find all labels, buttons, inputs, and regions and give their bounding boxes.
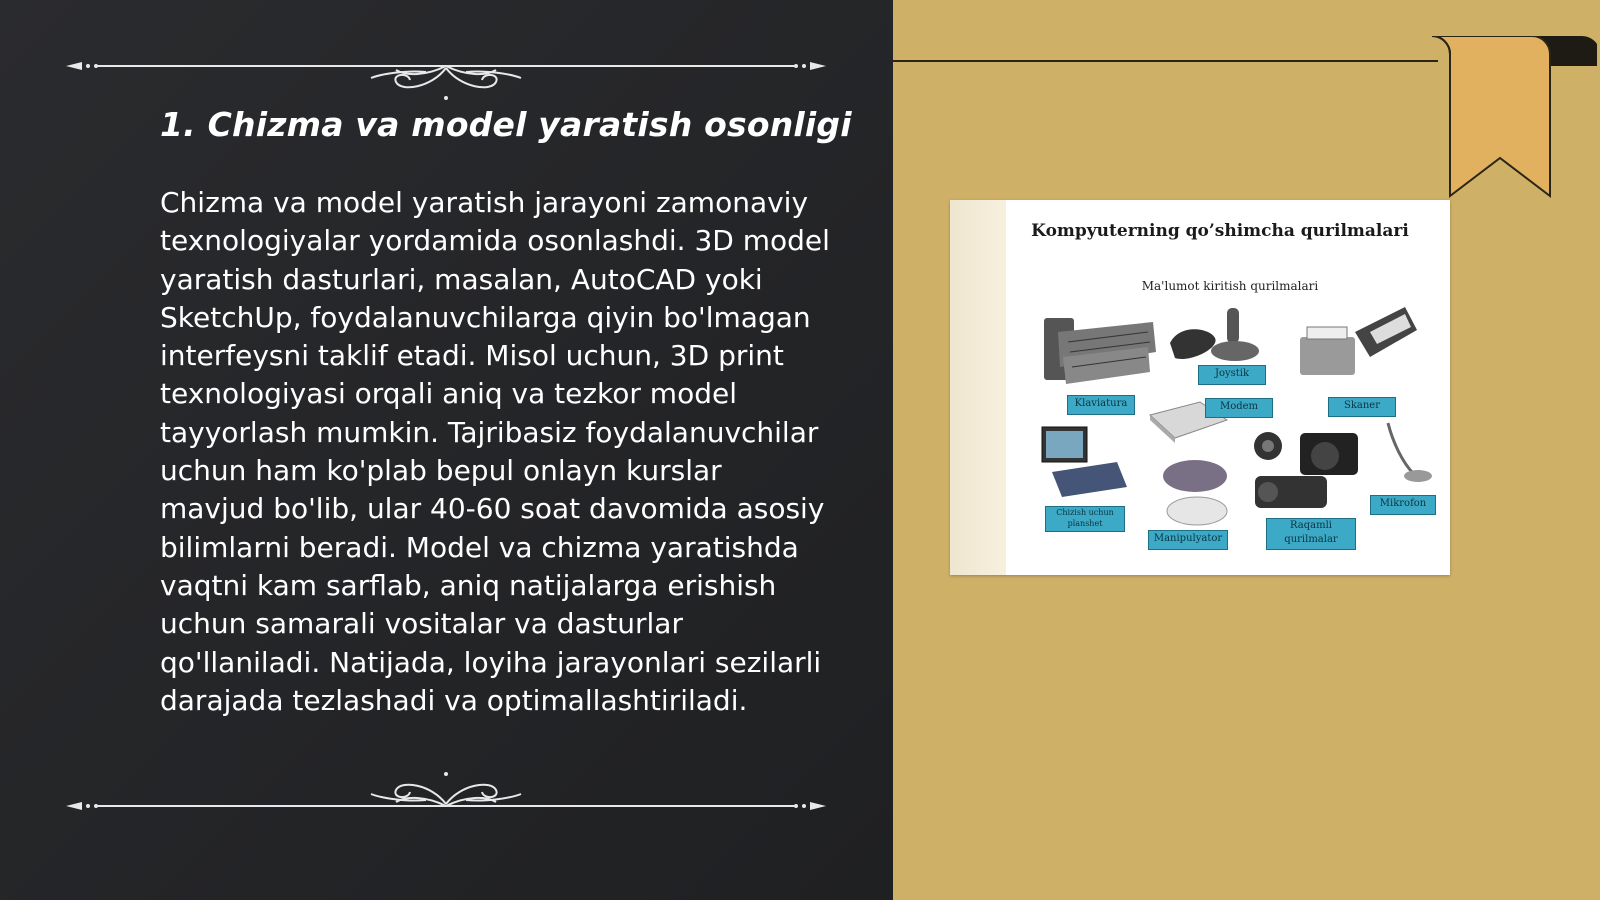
camera-icon: [1250, 428, 1365, 513]
label-joystick: Joystik: [1198, 365, 1266, 385]
label-scanner: Skaner: [1328, 397, 1396, 417]
label-keyboard: Klaviatura: [1067, 395, 1135, 415]
mouse-icon: [1155, 456, 1240, 531]
bookmark-ribbon: [1432, 36, 1597, 206]
bottom-ornament-divider: [66, 770, 826, 820]
slide-title: 1. Chizma va model yaratish osonligi: [160, 105, 852, 144]
microphone-icon: [1378, 418, 1438, 488]
picture-left-border: [950, 200, 1006, 575]
top-ornament-divider: [66, 52, 826, 102]
label-drawing-tablet: Chizish uchun planshet: [1045, 506, 1125, 532]
picture-title: Kompyuterning qo’shimcha qurilmalari: [1031, 221, 1409, 241]
drawing-tablet-icon: [1032, 422, 1132, 497]
label-digital-devices: Raqamli qurilmalar: [1266, 518, 1356, 550]
printer-scanner-icon: [1295, 302, 1420, 382]
joystick-icon: [1165, 303, 1265, 373]
slide-body-text: Chizma va model yaratish jarayoni zamonaviy texnologiyalar yordamida osonlashdi. 3D model yaratish dasturlari, masalan, AutoCAD yoki SketchUp, foydalanuvchilarga qiyin bo'lmagan interfeysni taklif etadi. Misol uchun, 3D print texnologiyasi orqali aniq va tezkor model tayyorlash mumkin. Tajribasiz foydalanuvchilar uchun ham ko'plab bepul onlayn kurslar mavjud bo'lib, ular 40-60 soat davomida asosiy bilimlarni beradi. Model va chizma yaratishda vaqtni kam sarflab, aniq natijalarga erishish uchun samarali vositalar va dasturlar qo'llaniladi. Natijada, loyiha jarayonlari sezilarli darajada tezlashadi va optimallashtiriladi.: [160, 186, 830, 717]
picture-subtitle: Ma'lumot kiritish qurilmalari: [1141, 279, 1319, 293]
decor-rule-line: [893, 60, 1438, 62]
peripherals-picture: [950, 200, 1450, 575]
keyboard-icon: [1038, 312, 1158, 392]
label-modem: Modem: [1205, 398, 1273, 418]
label-mouse: Manipulyator: [1148, 530, 1228, 550]
label-microphone: Mikrofon: [1370, 495, 1436, 515]
